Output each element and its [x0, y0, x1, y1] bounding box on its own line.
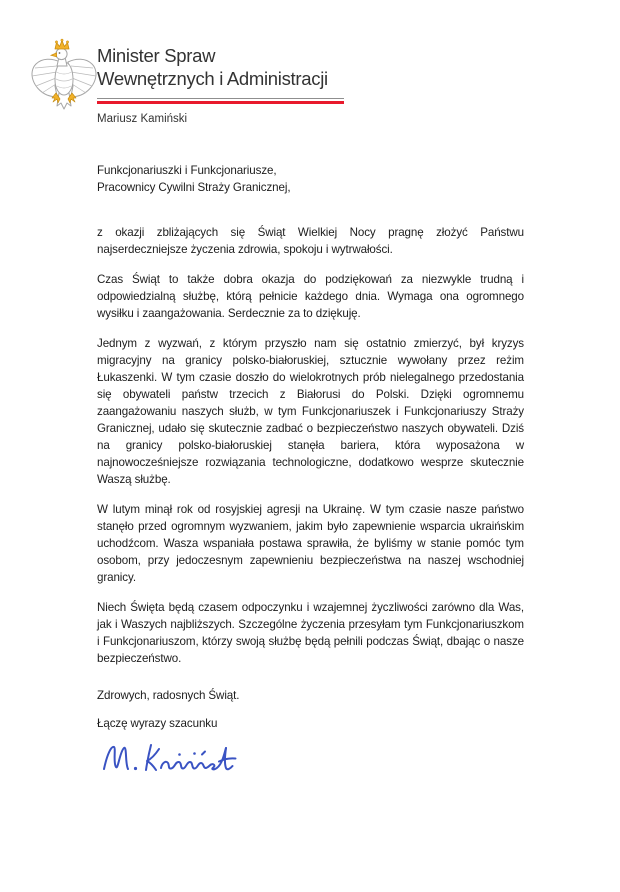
closing-wish: Zdrowych, radosnych Świąt. [97, 689, 240, 702]
polish-eagle-emblem-icon [28, 38, 100, 113]
signature-icon [99, 739, 239, 777]
signoff: Łączę wyrazy szacunku [97, 717, 218, 730]
salutation-line-1: Funkcjonariuszki i Funkcjonariusze, [97, 164, 277, 177]
header-rule-red [97, 101, 344, 104]
letter-body [97, 162, 524, 777]
minister-name: Mariusz Kamiński [97, 113, 188, 125]
paragraph-4: W lutym minął rok od rosyjskiej agresji na Ukrainę. W tym czasie nasze państwo stanęło przed ogromnym wyzwaniem, jakim było zapewnienie wsparcia ukraińskim uchodźcom. Wasza wspaniała postawa sprawiła, że byliśmy w stanie pomóc tym osobom, przy jedoczesnym zapewnieniu bezpieczeństwa na naszej wschodniej granicy. [97, 503, 524, 584]
minister-signature [99, 739, 524, 777]
paragraph-2: Czas Świąt to także dobra okazja do podziękowań za niezwykle trudną i odpowiedzialną służbę, którą pełnicie każdego dnia. Wymaga ona ogromnego wysiłku i zaangażowania. Serdecznie za to dziękuję. [97, 273, 524, 320]
ministry-title-line1: Minister Spraw [97, 45, 216, 66]
salutation [97, 162, 524, 196]
ministry-title [97, 44, 328, 90]
ministry-title-line2: Wewnętrznych i Administracji [97, 68, 328, 89]
salutation-line-2: Pracownicy Cywilni Straży Granicznej, [97, 181, 291, 194]
paragraph-3: Jednym z wyzwań, z którym przyszło nam się ostatnio zmierzyć, był kryzys migracyjny na granicy polsko-białoruskiej, sztucznie wywołany przez reżim Łukaszenki. W tym czasie doszło do wielokrotnych prób nielegalnego przedostania się obywateli państw trzecich z Białorusi do Polski. Dzięki ogromnemu zaangażowaniu naszych służb, w tym Funkcjonariuszek i Funkcjonariuszy Straży Granicznej, udało się skutecznie zadbać o bezpieczeństwo naszych obywateli. Dziś na granicy polsko-białoruskiej stanęła bariera, która wyposażona w najnowocześniejsze rozwiązania technologiczne, dodatkowo wesprze skutecznie Waszą służbę. [97, 337, 524, 486]
header-rule-gray [97, 98, 344, 99]
paragraph-1: z okazji zbliżających się Świąt Wielkiej Nocy pragnę złożyć Państwu najserdeczniejsze życzenia zdrowia, spokoju i wytrwałości. [97, 226, 524, 256]
header-rule [97, 98, 344, 104]
paragraph-5: Niech Święta będą czasem odpoczynku i wzajemnej życzliwości zarówno dla Was, jak i Waszych najbliższych. Szczególne życzenia przesyłam tym Funkcjonariuszkom i Funkcjonariuszom, którzy swoją służbę będą pełnili podczas Świąt, dbając o nasze bezpieczeństwo. [97, 601, 524, 665]
